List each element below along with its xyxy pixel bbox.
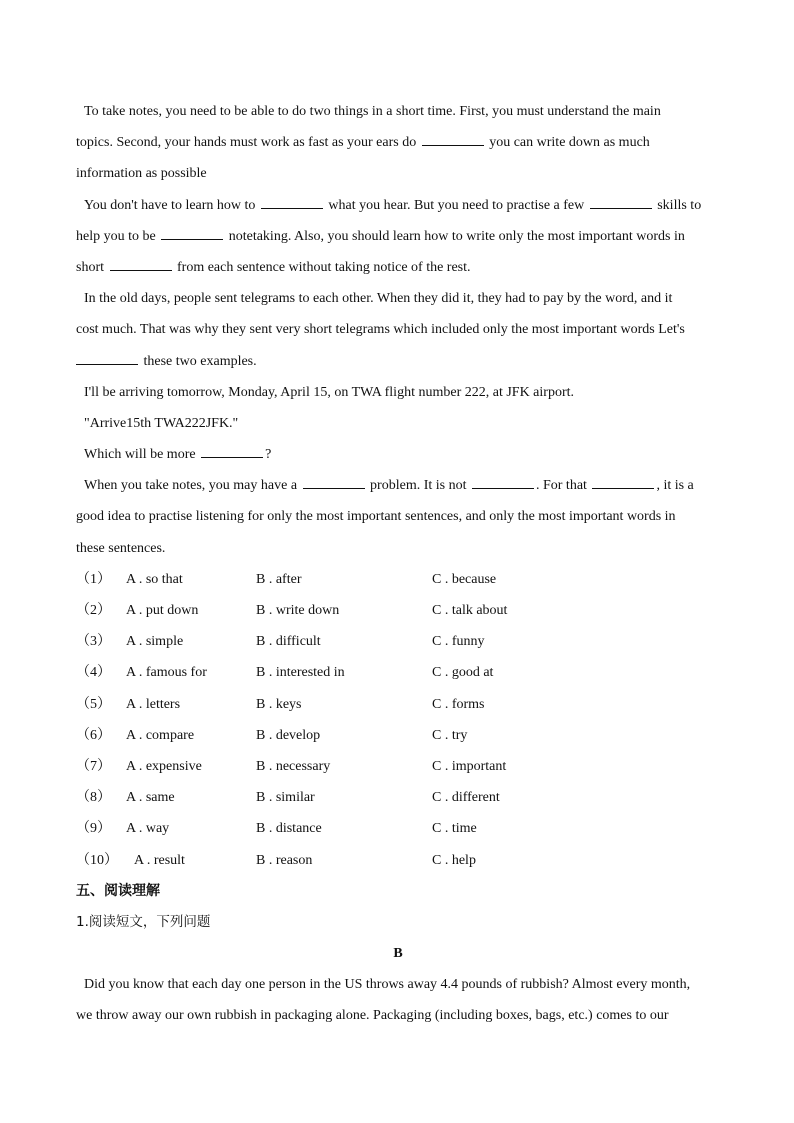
passage-line [76, 969, 720, 1000]
option-b[interactable]: B . reason [256, 852, 313, 868]
passage-text: You don't have to learn how to [84, 197, 256, 213]
option-a[interactable]: A . letters [126, 696, 181, 712]
passage-letter: B [393, 946, 403, 962]
passage-text: you can write down as much [489, 135, 650, 151]
passage-text: Which will be more [84, 447, 196, 463]
option-row [76, 626, 720, 657]
option-c[interactable]: C . try [432, 727, 468, 743]
passage-line [76, 533, 720, 564]
answer-blank-3[interactable] [590, 194, 652, 209]
option-c[interactable]: C . different [432, 790, 500, 806]
option-a[interactable]: A . way [126, 821, 170, 837]
options-list [76, 564, 720, 876]
answer-blank-5[interactable] [110, 256, 172, 271]
question-number: （5） [76, 696, 111, 712]
passage-text: Did you know that each day one person in the US throws away 4.4 pounds of rubbish? Almost every month, [84, 977, 691, 993]
option-b[interactable]: B . distance [256, 821, 322, 837]
passage-text: notetaking. Also, you should learn how to write only the most important words in [228, 228, 685, 244]
answer-blank-2[interactable] [261, 194, 323, 209]
option-a[interactable]: A . compare [126, 727, 195, 743]
passage-text: skills to [657, 197, 702, 213]
section-title: 五、阅读理解 [76, 882, 160, 899]
option-row [76, 751, 720, 782]
option-b[interactable]: B . interested in [256, 665, 345, 681]
passage-line [76, 158, 720, 189]
passage-text: topics. Second, your hands must work as fast as your ears do [76, 135, 417, 151]
passage-text: To take notes, you need to be able to do two things in a short time. First, you must understand the main [84, 104, 661, 119]
option-c[interactable]: C . talk about [432, 603, 508, 618]
passage-line [76, 190, 720, 221]
option-a[interactable]: A . expensive [126, 758, 202, 774]
question-number: （8） [76, 790, 111, 806]
answer-blank-8[interactable] [303, 474, 365, 489]
passage-text: short [76, 259, 104, 275]
passage-text: ? [265, 447, 272, 463]
option-a[interactable]: A . result [134, 852, 185, 868]
passage-text: When you take notes, you may have a [84, 478, 298, 494]
passage-text: cost much. That was why they sent very short telegrams which included only the most important words Let's [76, 322, 685, 338]
passage-text: these sentences. [76, 540, 166, 556]
passage-text: what you hear. But you need to practise a few [328, 197, 585, 213]
question-number: （7） [76, 758, 111, 774]
passage-line [76, 314, 720, 345]
option-b[interactable]: B . difficult [256, 634, 321, 650]
passage-text: In the old days, people sent telegrams to each other. When they did it, they had to pay by the word, and it [84, 291, 673, 307]
document-content [76, 96, 720, 1032]
passage-line [76, 501, 720, 532]
answer-blank-10[interactable] [592, 474, 654, 489]
option-b[interactable]: B . keys [256, 696, 302, 712]
passage-text: information as possible [76, 166, 207, 182]
question-number: （4） [76, 665, 111, 681]
example-telegram: "Arrive15th TWA222JFK." [84, 415, 239, 431]
passage-text: good idea to practise listening for only the most important sentences, and only the most important words in [76, 509, 676, 525]
option-a[interactable]: A . simple [126, 634, 184, 650]
passage-text: , it is a [656, 478, 694, 494]
passage-text: problem. It is not [370, 478, 467, 494]
passage-line [76, 1000, 720, 1031]
option-row [76, 813, 720, 844]
answer-blank-4[interactable] [161, 225, 223, 240]
passage-text: we throw away our own rubbish in packaging alone. Packaging (including boxes, bags, etc.) comes to our [76, 1008, 669, 1024]
passage-line [76, 127, 720, 158]
passage-text: these two examples. [143, 353, 257, 369]
answer-blank-9[interactable] [472, 474, 534, 489]
option-b[interactable]: B . develop [256, 727, 321, 743]
passage-text: from each sentence without taking notice of the rest. [177, 259, 471, 275]
passage-line [76, 283, 720, 314]
option-a[interactable]: A . so that [126, 571, 183, 587]
option-a[interactable]: A . famous for [126, 665, 207, 681]
question-number: （2） [76, 603, 111, 618]
option-row [76, 845, 720, 876]
question-number: （6） [76, 727, 111, 743]
option-row [76, 720, 720, 751]
option-b[interactable]: B . similar [256, 790, 315, 806]
question-number: （1） [76, 571, 111, 587]
option-row [76, 657, 720, 688]
answer-blank-6[interactable] [76, 350, 138, 365]
option-c[interactable]: C . because [432, 571, 497, 587]
option-row [76, 782, 720, 813]
answer-blank-7[interactable] [201, 443, 263, 458]
option-a[interactable]: A . put down [126, 603, 199, 618]
passage-line [76, 470, 720, 501]
option-c[interactable]: C . funny [432, 634, 485, 650]
passage-line [76, 221, 720, 252]
question-number: （10） [76, 852, 118, 868]
passage-line [76, 346, 720, 377]
passage-line [76, 408, 720, 439]
answer-blank-1[interactable] [422, 131, 484, 146]
option-b[interactable]: B . necessary [256, 758, 331, 774]
section-instruction: 1.阅读短文，下列问题 [76, 913, 211, 930]
question-number: （3） [76, 634, 111, 650]
option-row [76, 595, 720, 626]
option-c[interactable]: C . help [432, 852, 476, 868]
passage-line [76, 439, 720, 470]
option-b[interactable]: B . after [256, 571, 302, 587]
option-c[interactable]: C . forms [432, 696, 485, 712]
option-c[interactable]: C . good at [432, 665, 494, 681]
option-row [76, 564, 720, 595]
passage-text: help you to be [76, 228, 156, 244]
passage-text: . For that [535, 478, 587, 494]
option-c[interactable]: C . important [432, 758, 507, 774]
passage-line [76, 252, 720, 283]
option-a[interactable]: A . same [126, 790, 175, 806]
option-c[interactable]: C . time [432, 821, 477, 837]
passage-line [76, 96, 720, 127]
option-b[interactable]: B . write down [256, 603, 340, 618]
option-row [76, 689, 720, 720]
passage-line [76, 377, 720, 408]
question-number: （9） [76, 821, 111, 837]
example-sentence: I'll be arriving tomorrow, Monday, April 15, on TWA flight number 222, at JFK airport. [84, 384, 574, 400]
